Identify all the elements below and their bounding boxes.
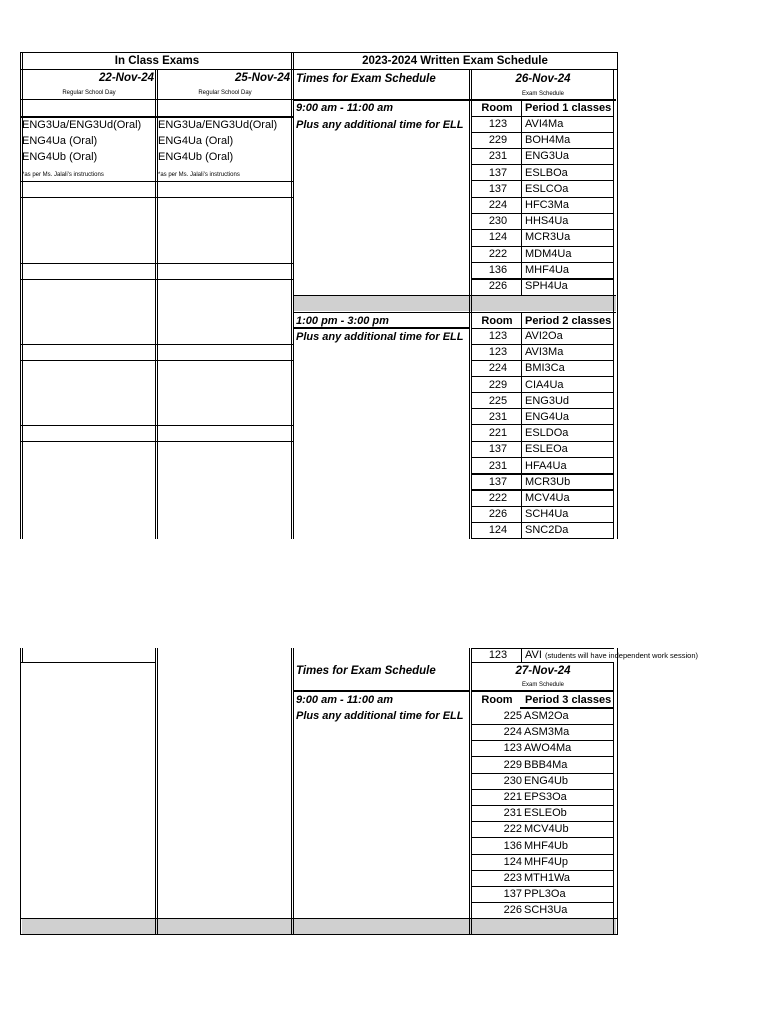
session-1-extra: Plus any additional time for ELL: [296, 119, 464, 131]
in-class-item: ENG4Ub (Oral): [22, 151, 98, 163]
room-number: 229: [488, 134, 508, 147]
room-number: 137: [488, 166, 508, 179]
times-heading: Times for Exam Schedule: [296, 73, 436, 85]
class-code: EPS3Oa: [524, 791, 567, 803]
room-number: 124: [503, 855, 522, 868]
footer-band: [22, 918, 616, 934]
room-number: 231: [488, 459, 508, 472]
room-number: 137: [488, 443, 508, 456]
written-schedule-heading: 2023-2024 Written Exam Schedule: [362, 55, 548, 67]
room-header: Room: [481, 315, 513, 327]
room-number: 225: [488, 394, 508, 407]
class-code: HHS4Ua: [525, 215, 569, 228]
day-1-subtitle: Exam Schedule: [521, 91, 565, 97]
class-code: HFA4Ua: [525, 459, 567, 472]
class-code: MCV4Ub: [524, 823, 569, 836]
in-class-item: ENG3Ua/ENG3Ud(Oral): [22, 119, 142, 131]
overflow-room: 123: [488, 649, 508, 661]
room-number: 123: [503, 742, 522, 755]
class-code: SPH4Ua: [525, 280, 568, 292]
room-number: 123: [488, 330, 508, 342]
class-code: SNC2Da: [525, 524, 569, 537]
class-code: MCR3Ua: [525, 231, 571, 244]
class-code: AVI3Ma: [525, 346, 564, 359]
day-2-date: 27-Nov-24: [515, 665, 571, 677]
session-2-extra: Plus any additional time for ELL: [296, 331, 464, 343]
room-number: 137: [503, 888, 522, 901]
room-number: 221: [503, 791, 522, 803]
instructions-note: *as per Ms. Jalali's instructions: [22, 172, 104, 178]
room-number: 224: [488, 199, 508, 211]
day-type-2: Regular School Day: [198, 90, 252, 96]
period-2-header: Period 2 classes: [525, 315, 612, 327]
period-3-header: Period 3 classes: [525, 694, 612, 706]
class-code: AVI2Oa: [525, 330, 563, 342]
room-number: 123: [488, 118, 508, 130]
in-class-date-1: 22-Nov-24: [99, 72, 154, 84]
room-number: 231: [488, 150, 508, 163]
class-code: BBB4Ma: [524, 758, 568, 771]
in-class-item: ENG4Ua (Oral): [22, 135, 98, 147]
class-code: ENG3Ua: [525, 150, 570, 163]
session-3-extra: Plus any additional time for ELL: [296, 710, 464, 722]
class-code: MCV4Ua: [525, 492, 570, 504]
in-class-date-2: 25-Nov-24: [235, 72, 290, 84]
session-2-time: 1:00 pm - 3:00 pm: [296, 315, 389, 327]
room-number: 231: [488, 411, 508, 423]
class-code: ESLEOa: [525, 443, 568, 456]
class-code: MHF4Ua: [525, 263, 570, 276]
room-number: 137: [488, 182, 508, 195]
room-header: Room: [481, 102, 513, 114]
room-number: 137: [488, 475, 508, 488]
times-heading: Times for Exam Schedule: [296, 665, 436, 677]
room-number: 225: [503, 710, 522, 722]
class-code: PPL3Oa: [524, 888, 566, 901]
class-code: MDM4Ua: [525, 247, 572, 260]
class-code: ESLBOa: [525, 166, 568, 179]
class-code: MHF4Ub: [524, 839, 569, 852]
room-number: 229: [488, 378, 508, 391]
in-class-item: ENG3Ua/ENG3Ud(Oral): [158, 119, 278, 131]
class-code: MCR3Ub: [525, 475, 571, 488]
room-number: 222: [503, 823, 522, 836]
room-number: 229: [503, 758, 522, 771]
room-number: 224: [503, 726, 522, 739]
room-number: 231: [503, 807, 522, 820]
class-code: ESLCOa: [525, 182, 569, 195]
room-header: Room: [481, 694, 513, 706]
class-code: SCH4Ua: [525, 508, 569, 521]
room-number: 226: [488, 280, 508, 292]
day-2-subtitle: Exam Schedule: [521, 682, 565, 688]
room-number: 226: [503, 904, 522, 917]
class-code: ESLEOb: [524, 807, 567, 820]
class-code: ASM2Oa: [524, 710, 569, 722]
room-number: 136: [488, 263, 508, 276]
room-number: 136: [503, 839, 522, 852]
class-code: CIA4Ua: [525, 378, 564, 391]
class-code: MHF4Up: [524, 855, 569, 868]
day-type-1: Regular School Day: [62, 90, 116, 96]
class-code: BMI3Ca: [525, 362, 565, 375]
class-code: BOH4Ma: [525, 134, 571, 147]
room-number: 221: [488, 427, 508, 440]
overflow-class: AVI (students will have independent work session): [525, 649, 698, 661]
room-number: 222: [488, 492, 508, 504]
instructions-note: *as per Ms. Jalali's instructions: [158, 172, 240, 178]
room-number: 230: [488, 215, 508, 228]
room-number: 123: [488, 346, 508, 359]
class-code: ENG4Ua: [525, 411, 570, 423]
in-class-exams-heading: In Class Exams: [114, 55, 200, 67]
class-code: ENG4Ub: [524, 774, 569, 787]
period-1-header: Period 1 classes: [525, 102, 612, 114]
session-1-time: 9:00 am - 11:00 am: [296, 102, 394, 114]
in-class-item: ENG4Ua (Oral): [158, 135, 234, 147]
class-code: ESLDOa: [525, 427, 569, 440]
class-code: AWO4Ma: [524, 742, 572, 755]
class-code: ASM3Ma: [524, 726, 570, 739]
separator-band: [294, 296, 616, 311]
class-code: ENG3Ud: [525, 394, 570, 407]
room-number: 124: [488, 231, 508, 244]
in-class-item: ENG4Ub (Oral): [158, 151, 234, 163]
room-number: 124: [488, 524, 508, 537]
room-number: 230: [503, 774, 522, 787]
room-number: 222: [488, 247, 508, 260]
class-code: AVI4Ma: [525, 118, 564, 130]
class-code: MTH1Wa: [524, 872, 571, 884]
session-3-time: 9:00 am - 11:00 am: [296, 694, 394, 706]
room-number: 224: [488, 362, 508, 375]
overflow-note: (students will have independent work session): [544, 651, 698, 660]
class-code: SCH3Ua: [524, 904, 568, 917]
class-code: HFC3Ma: [525, 199, 570, 211]
room-number: 223: [503, 872, 522, 884]
day-1-date: 26-Nov-24: [515, 73, 571, 85]
room-number: 226: [488, 508, 508, 521]
